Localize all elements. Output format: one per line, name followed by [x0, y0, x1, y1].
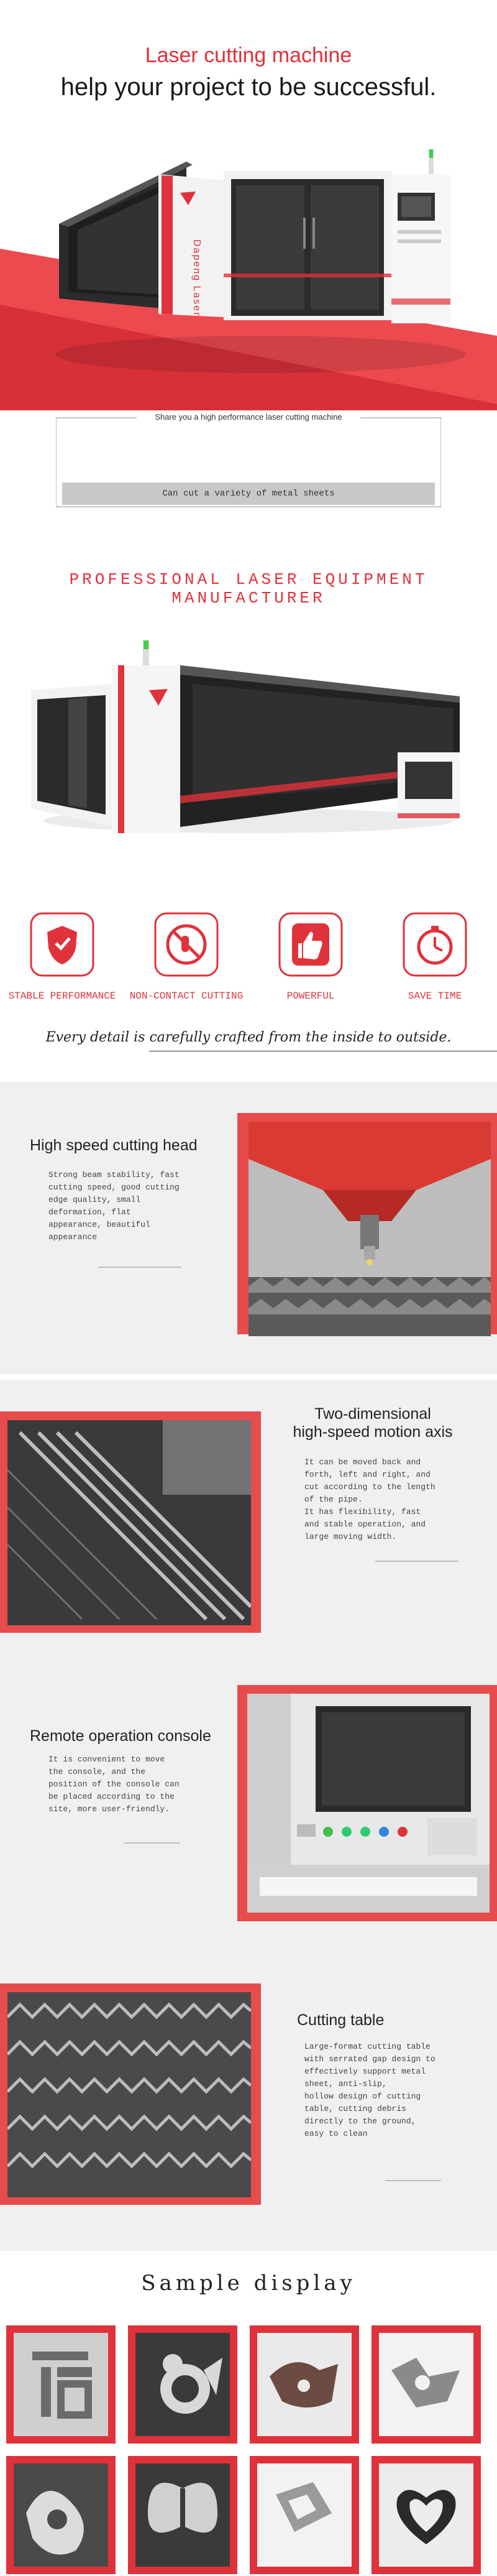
sample-tile [372, 2456, 481, 2574]
intro-bar-text: Can cut a variety of metal sheets [162, 489, 335, 499]
feature-label-savetime: SAVE TIME [408, 990, 462, 1002]
band-title: Cutting table [297, 2011, 385, 2029]
hero-title-line1: Laser cutting machine [145, 44, 352, 67]
band-rule [385, 2180, 441, 2181]
sample-ornament-image [14, 2463, 108, 2567]
feature-band-cutting-head [0, 1082, 497, 1374]
sample-display-title: Sample display [141, 2271, 356, 2296]
cutting-head-photo [248, 1122, 491, 1336]
no-touch-icon [153, 911, 220, 978]
sample-shape-image [257, 2333, 352, 2436]
band-description: It is convenient to move the console, and the position of the console can be placed according to the site, more user-friendly. [48, 1755, 180, 1814]
sample-bracket-image [257, 2463, 352, 2567]
feature-noncontact-box [153, 911, 220, 978]
detail-line: Every detail is carefully crafted from the inside to outside. [45, 1030, 452, 1045]
sample-heart-image [379, 2463, 473, 2567]
feature-label-noncontact: NON-CONTACT CUTTING [129, 990, 244, 1002]
cutting-table-photo [7, 1992, 251, 2197]
sample-tile [128, 2325, 237, 2444]
feature-label-stable: STABLE PERFORMANCE [8, 990, 116, 1002]
hero-section [0, 0, 497, 616]
band-rule [124, 1842, 180, 1844]
sample-rooster-image [135, 2333, 230, 2436]
sample-gear-image [379, 2333, 473, 2436]
hero-machine-image [0, 112, 497, 410]
feature-savetime-box [401, 911, 468, 978]
band-title: Remote operation console [30, 1727, 211, 1745]
band-description: Strong beam stability, fast cutting speed, good cutting edge quality, small deformation, flat appearance, beautiful appearance [48, 1170, 180, 1242]
sample-tile [250, 2456, 359, 2574]
feature-band-console [0, 1654, 497, 1959]
sample-tile [6, 2325, 116, 2444]
sample-tile [6, 2456, 116, 2574]
feature-band-cutting-table [0, 1959, 497, 2251]
intro-caption: Share you a high performance laser cutting machine [155, 412, 342, 422]
shield-icon [29, 911, 96, 978]
sample-tile [372, 2325, 481, 2444]
machine-image-2 [25, 640, 472, 846]
band-title: Two-dimensional high-speed motion axis [293, 1405, 453, 1441]
feature-powerful-box [277, 911, 344, 978]
machine-brand-vertical: Dapeng Laser [191, 239, 202, 317]
hero-title-line2: help your project to be successful. [60, 73, 437, 101]
feature-label-powerful: POWERFUL [286, 990, 335, 1002]
manufacturer-title: PROFESSIONAL LASER EQUIPMENT MANUFACTURER [69, 570, 428, 607]
thumbs-up-icon [277, 911, 344, 978]
console-photo [247, 1694, 490, 1913]
feature-stable-box [29, 911, 96, 978]
band-rule [375, 1561, 458, 1562]
sample-grid [0, 2325, 497, 2576]
feature-band-motion-axis [0, 1380, 497, 1654]
band-description: Large-format cutting table with serrated gap design to effectively support metal sheet, anti-slip, hollow design of cutting table, cutting debris directly to the ground, easy to clean [304, 2042, 435, 2138]
sample-character-image [14, 2333, 108, 2436]
sample-tile [250, 2325, 359, 2444]
band-description: It can be moved back and forth, left and right, and cut according to the length of the pipe. It has flexibility, fast and stable operation, and large moving width. [304, 1457, 435, 1541]
motion-axis-photo [7, 1420, 251, 1625]
sample-tile [128, 2456, 237, 2574]
stopwatch-icon [401, 911, 468, 978]
sample-butterfly-image [135, 2463, 230, 2567]
band-title: High speed cutting head [30, 1137, 198, 1154]
band-rule [98, 1267, 181, 1268]
